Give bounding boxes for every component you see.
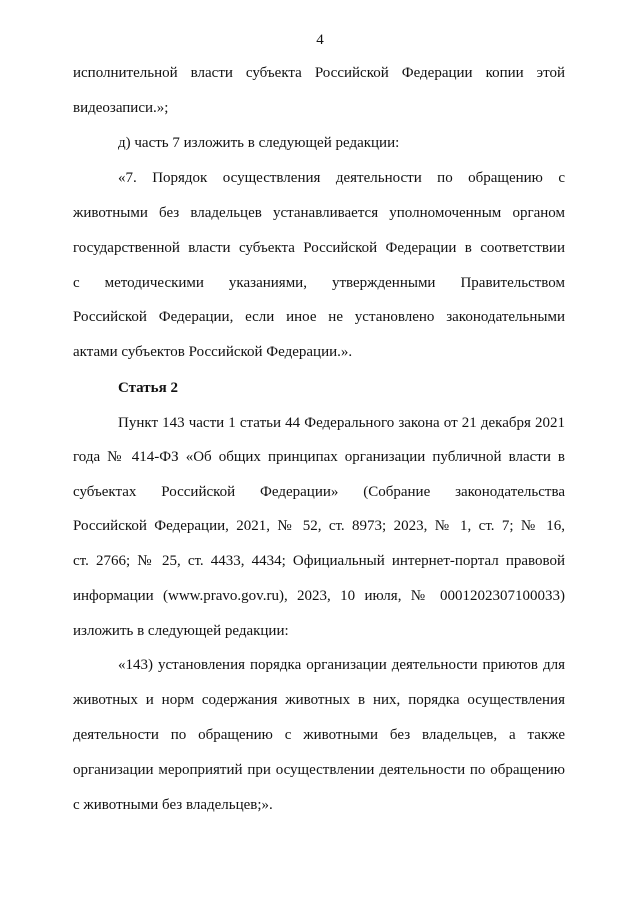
text-line: животных и норм содержания животных в них, порядка осуществления	[73, 692, 565, 708]
text-line: исполнительной власти субъекта Российской Федерации копии этой	[73, 65, 565, 81]
text-line: деятельности по обращению с животными без владельцев, а также	[73, 727, 565, 743]
page-number: 4	[316, 32, 324, 48]
text-line: изложить в следующей редакции:	[73, 623, 289, 639]
text-line: государственной власти субъекта Российской Федерации в соответствии	[73, 240, 565, 256]
text-line: Российской Федерации, если иное не установлено законодательными	[73, 309, 565, 325]
text-line: ст. 2766; № 25, ст. 4433, 4434; Официальный интернет-портал правовой	[73, 553, 565, 569]
text-line: субъектах Российской Федерации» (Собрание законодательства	[73, 484, 565, 500]
text-line: «143) установления порядка организации деятельности приютов для	[118, 657, 565, 673]
text-line: Российской Федерации, 2021, № 52, ст. 8973; 2023, № 1, ст. 7; № 16,	[73, 518, 565, 534]
text-line: организации мероприятий при осуществлении деятельности по обращению	[73, 762, 565, 778]
text-line: с животными без владельцев;».	[73, 797, 273, 813]
text-line: года № 414-ФЗ «Об общих принципах организации публичной власти в	[73, 449, 565, 465]
text-line: видеозаписи.»;	[73, 100, 169, 116]
text-line: д) часть 7 изложить в следующей редакции:	[118, 135, 400, 151]
text-line: актами субъектов Российской Федерации.».	[73, 344, 353, 360]
text-line: Пункт 143 части 1 статьи 44 Федерального закона от 21 декабря 2021	[118, 415, 565, 431]
text-line: с методическими указаниями, утвержденными Правительством	[73, 275, 565, 291]
article-heading: Статья 2	[118, 380, 178, 396]
text-line: животными без владельцев устанавливается уполномоченным органом	[73, 205, 565, 221]
text-line: информации (www.pravo.gov.ru), 2023, 10 июля, № 0001202307100033)	[73, 588, 565, 604]
text-line: «7. Порядок осуществления деятельности по обращению с	[118, 170, 565, 186]
